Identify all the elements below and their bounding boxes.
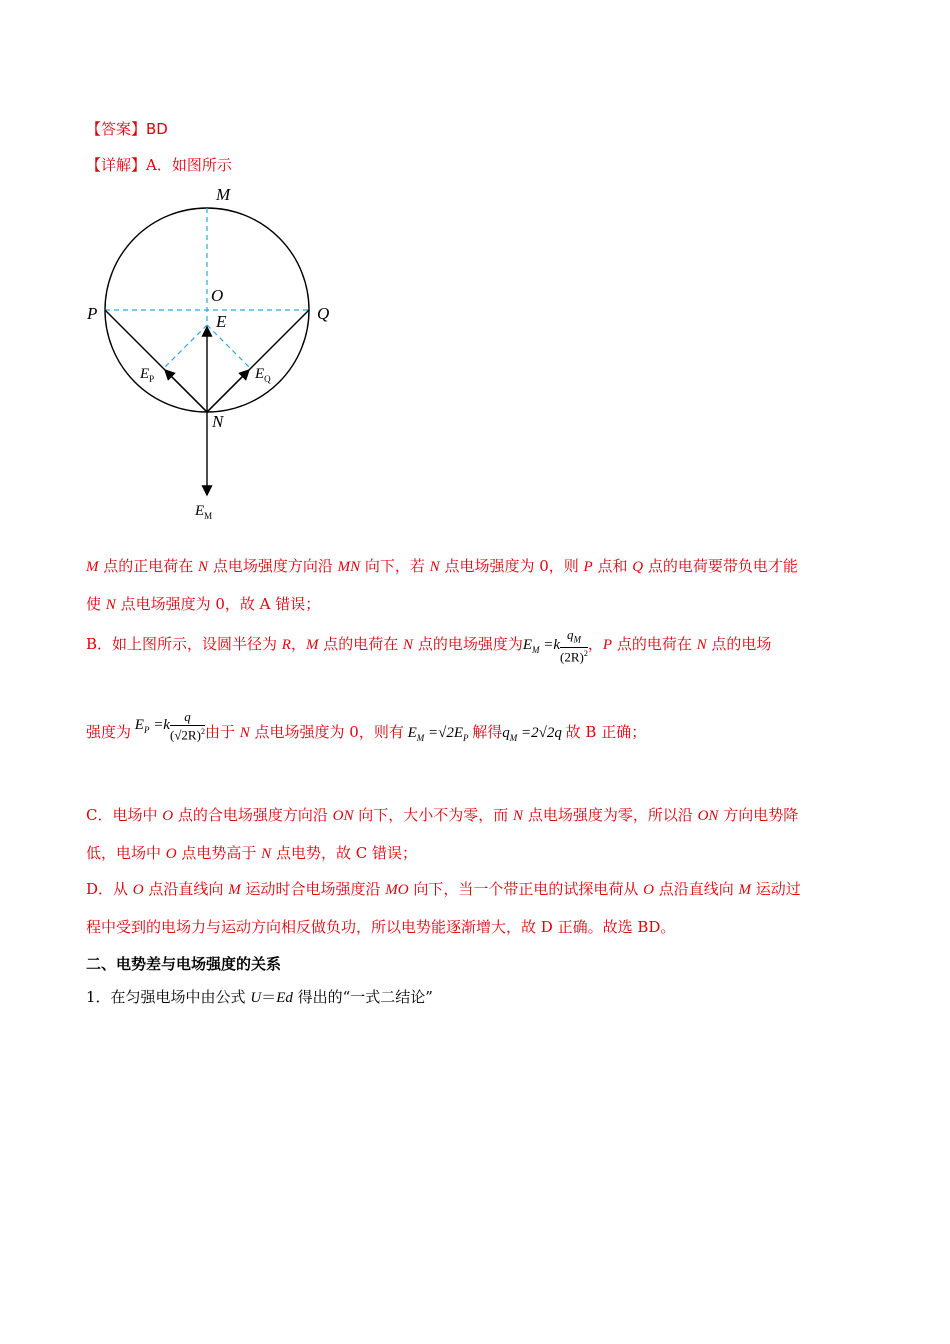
formula-em-relation: $E_M =√2E_P$ <box>403 725 469 744</box>
detail-label: 【详解】 <box>86 156 147 174</box>
dashed-right-diagonal <box>207 325 250 368</box>
answer-label: 【答案】 <box>86 120 147 138</box>
paraC-line1: C．电场中 O 点的合电场强度方向沿 ON 向下，大小不为零，而 N 点电场强度为零，所以沿 ON 方向电势降 <box>86 806 799 824</box>
label-m: M <box>216 185 231 204</box>
section-heading: 二、电势差与电场强度的关系 <box>86 955 282 973</box>
formula-qm: $q_M =2√2q$ <box>502 725 566 744</box>
label-q: Q <box>317 304 330 323</box>
label-e: E <box>216 312 227 331</box>
circle-field-diagram <box>80 180 350 525</box>
formula-ep: $E_P =k$ $\frac{q}{(√2R)^2}$ <box>131 709 205 743</box>
dashed-left-diagonal <box>164 325 207 368</box>
label-p: P <box>87 304 98 323</box>
label-n: N <box>212 412 224 431</box>
paraB-line1: B．如上图所示，设圆半径为 R，M 点的电荷在 N 点的电场强度为$E_M =k$ $\frac{q_M}{(2R)^2}$ ，P 点的电荷在 N 点的电场 <box>86 627 772 664</box>
para1-line2: 使 N 点电场强度为 0，故 A 错误； <box>86 595 321 613</box>
para1-line1: M 点的正电荷在 N 点电场强度方向沿 MN 向下，若 N 点电场强度为 0，则 P 点和 Q 点的电荷要带负电才能 <box>86 557 798 575</box>
paraD-line1: D．从 O 点沿直线向 M 运动时合电场强度沿 MO 向下，当一个带正电的试探电荷从 O 点沿直线向 M 运动过 <box>86 880 801 898</box>
label-em: $E_M$ <box>195 503 213 521</box>
answer-line <box>86 118 168 139</box>
detail-text: A．如图所示 <box>146 156 232 174</box>
formula-em: $E_M =k$ $\frac{q_M}{(2R)^2}$ <box>522 627 588 664</box>
label-o: O <box>211 286 224 305</box>
paraD-line2: 程中受到的电场力与运动方向相反做负功，所以电势能逐渐增大，故 D 正确。故选 BD。 <box>86 918 676 936</box>
paraB-line2: 强度为 $E_P =k$ $\frac{q}{(√2R)^2}$ 由于 N 点电场强度为 0，则有 $E_M =√2E_P$ 解得$q_M =2√2q$ 故 B 正确； <box>86 709 647 744</box>
answer-value: BD <box>146 120 168 138</box>
label-eq: $E_Q$ <box>255 366 271 384</box>
label-ep: $E_P$ <box>140 366 155 384</box>
paraC-line2: 低，电场中 O 点电势高于 N 点电势，故 C 错误； <box>86 844 417 862</box>
item-1: 1．在匀强电场中由公式 U＝Ed 得出的“一式二结论” <box>86 988 433 1006</box>
detail-line <box>86 154 232 175</box>
